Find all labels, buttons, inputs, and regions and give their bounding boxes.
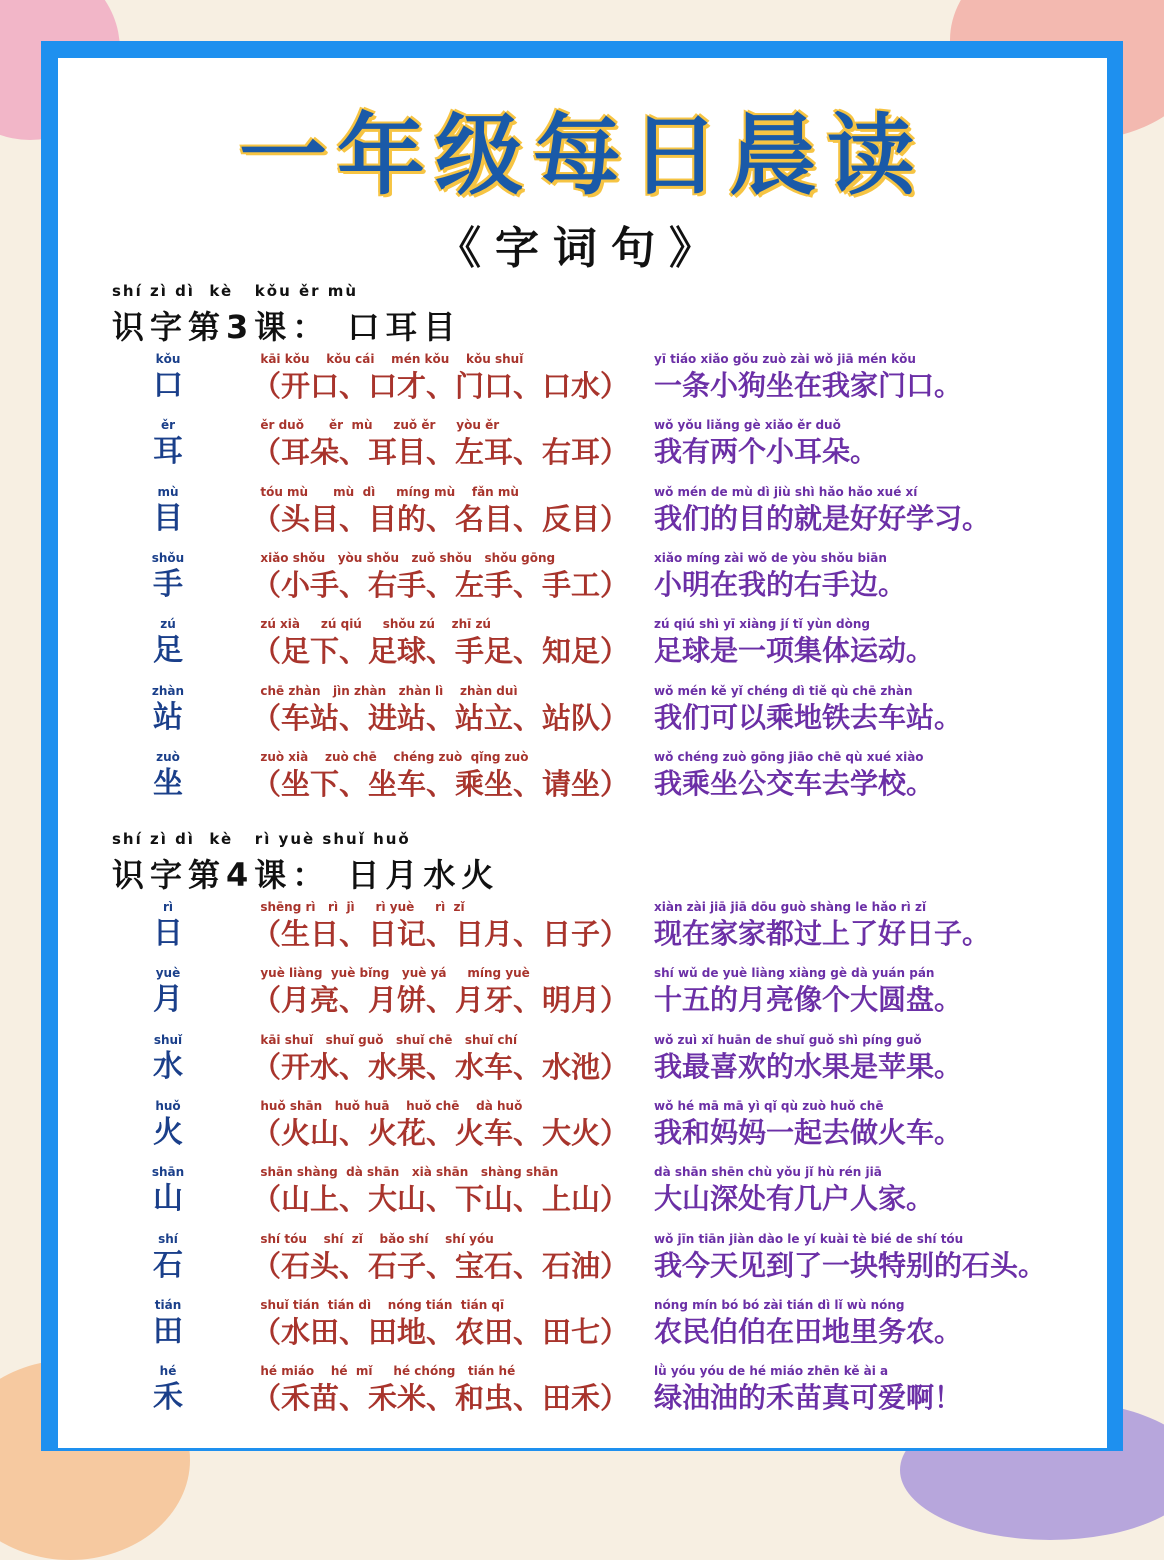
sentence-pinyin: wǒ hé mā mā yì qǐ qù zuò huǒ chē (654, 1098, 884, 1113)
char-cell (140, 352, 196, 404)
char-pinyin: shān (151, 1165, 185, 1180)
char-cell (140, 485, 196, 537)
char-pinyin: shǒu (151, 550, 185, 565)
word-group (252, 551, 629, 603)
char-pinyin: zuò (156, 749, 180, 764)
word-group (252, 1099, 629, 1151)
lesson-heading: 识字第3课： 口耳目 (112, 308, 462, 346)
words-text: （小手、右手、左手、手工） (252, 567, 630, 602)
example-sentence (654, 750, 934, 802)
char-row (0, 352, 1164, 418)
char-row (0, 1298, 1164, 1364)
sentence-text: 大山深处有几户人家。 (654, 1182, 935, 1216)
sentence-text: 绿油油的禾苗真可爱啊！ (654, 1381, 963, 1415)
char-text: 足 (153, 633, 183, 669)
sentence-text: 十五的月亮像个大圆盘。 (654, 983, 963, 1017)
words-text: （头目、目的、名目、反目） (252, 501, 630, 536)
char-row (0, 900, 1164, 966)
word-group (252, 684, 629, 736)
words-text: （月亮、月饼、月牙、明月） (252, 983, 630, 1018)
example-sentence (654, 617, 934, 669)
example-sentence (654, 900, 990, 952)
sentence-pinyin: wǒ jīn tiān jiàn dào le yí kuài tè bié de shí tóu (654, 1231, 964, 1246)
lesson-heading-pinyin: shí zì dì kè kǒu ěr mù (112, 282, 359, 300)
example-sentence (654, 966, 962, 1018)
char-pinyin: zhàn (151, 683, 185, 698)
example-sentence (654, 1099, 962, 1151)
page-subtitle: 《字词句》 (437, 223, 727, 274)
char-text: 口 (153, 368, 183, 403)
words-pinyin: shēng rì rì jì rì yuè rì zǐ (252, 900, 465, 914)
sentence-pinyin: dà shān shēn chù yǒu jǐ hù rén jiā (654, 1165, 882, 1180)
words-pinyin: chē zhàn jìn zhàn zhàn lì zhàn duì (252, 683, 518, 698)
words-pinyin: ěr duǒ ěr mù zuǒ ěr yòu ěr (252, 418, 500, 433)
char-text: 目 (153, 500, 183, 536)
word-group (252, 1232, 629, 1284)
example-sentence (654, 1298, 962, 1350)
char-pinyin: huǒ (155, 1098, 181, 1113)
example-sentence (654, 1364, 962, 1416)
words-pinyin: zú xià zú qiú shǒu zú zhī zú (252, 617, 491, 632)
sentence-text: 一条小狗坐在我家门口。 (654, 369, 963, 402)
char-row (0, 551, 1164, 617)
sentence-text: 农民伯伯在田地里务农。 (654, 1314, 963, 1348)
word-group (252, 1298, 629, 1350)
words-pinyin: shuǐ tián tián dì nóng tián tián qī (252, 1297, 505, 1312)
words-text: （山上、大山、下山、上山） (252, 1182, 630, 1217)
char-cell (140, 750, 196, 802)
words-pinyin: zuò xià zuò chē chéng zuò qǐng zuò (252, 749, 529, 764)
words-text: （坐下、坐车、乘坐、请坐） (252, 766, 630, 801)
sentence-pinyin: wǒ zuì xǐ huān de shuǐ guǒ shì píng guǒ (654, 1032, 922, 1047)
char-row (0, 1099, 1164, 1165)
words-pinyin: hé miáo hé mǐ hé chóng tián hé (252, 1364, 516, 1379)
lesson-heading-block (112, 830, 499, 896)
char-text: 日 (153, 916, 183, 951)
example-sentence (654, 1165, 934, 1217)
sentence-text: 我们的目的就是好好学习。 (654, 501, 991, 535)
char-cell (140, 900, 196, 952)
example-sentence (654, 1232, 1046, 1284)
char-text: 手 (153, 566, 183, 602)
word-group (252, 900, 629, 952)
char-cell (140, 551, 196, 603)
words-text: （生日、日记、日月、日子） (252, 917, 630, 951)
char-text: 水 (153, 1048, 183, 1084)
word-group (252, 1165, 629, 1217)
sentence-pinyin: lǜ yóu yóu de hé miáo zhēn kě ài a (654, 1364, 889, 1379)
char-cell (140, 1033, 196, 1085)
words-text: （足下、足球、手足、知足） (252, 634, 630, 669)
lesson-heading-pinyin: shí zì dì kè rì yuè shuǐ huǒ (112, 830, 411, 848)
example-sentence (654, 1033, 962, 1085)
char-pinyin: zú (160, 617, 176, 632)
sentence-text: 现在家家都过上了好日子。 (654, 917, 991, 950)
char-pinyin: ěr (160, 418, 176, 433)
words-pinyin: tóu mù mù dì míng mù fǎn mù (252, 484, 519, 499)
words-pinyin: huǒ shān huǒ huā huǒ chē dà huǒ (252, 1098, 523, 1113)
words-text: （石头、石子、宝石、石油） (252, 1248, 630, 1283)
char-pinyin: rì (162, 900, 174, 914)
words-text: （水田、田地、农田、田七） (252, 1314, 630, 1349)
char-cell (140, 617, 196, 669)
char-cell (140, 1099, 196, 1151)
char-pinyin: yuè (155, 966, 181, 981)
char-pinyin: shí (158, 1231, 178, 1246)
words-pinyin: kāi kǒu kǒu cái mén kǒu kǒu shuǐ (252, 352, 524, 366)
words-text: （开水、水果、水车、水池） (252, 1049, 630, 1084)
word-group (252, 1364, 629, 1416)
char-cell (140, 1364, 196, 1416)
sentence-pinyin: yī tiáo xiǎo gǒu zuò zài wǒ jiā mén kǒu (654, 352, 916, 366)
word-group (252, 617, 629, 669)
word-group (252, 966, 629, 1018)
sentence-pinyin: zú qiú shì yī xiàng jí tǐ yùn dòng (654, 617, 870, 632)
sentence-pinyin: wǒ mén de mù dì jiù shì hǎo hǎo xué xí (654, 484, 918, 499)
lesson-heading: 识字第4课： 日月水火 (112, 856, 500, 894)
char-text: 田 (153, 1313, 183, 1349)
words-pinyin: yuè liàng yuè bǐng yuè yá míng yuè (252, 966, 530, 981)
sentence-pinyin: wǒ chéng zuò gōng jiāo chē qù xué xiào (654, 749, 924, 764)
example-sentence (654, 485, 990, 537)
char-row (0, 750, 1164, 816)
sentence-text: 小明在我的右手边。 (654, 567, 907, 601)
word-group (252, 750, 629, 802)
sentence-text: 足球是一项集体运动。 (654, 634, 935, 668)
word-group (252, 352, 629, 404)
char-pinyin: hé (159, 1364, 177, 1379)
example-sentence (654, 684, 962, 736)
char-text: 站 (153, 699, 183, 735)
char-cell (140, 1232, 196, 1284)
words-text: （开口、口才、门口、口水） (252, 369, 630, 403)
char-row (0, 418, 1164, 484)
example-sentence (654, 418, 878, 470)
lesson-heading-block (112, 282, 461, 348)
words-pinyin: shān shàng dà shān xià shān shàng shān (252, 1165, 559, 1180)
char-row (0, 1364, 1164, 1430)
example-sentence (654, 352, 962, 404)
char-row (0, 966, 1164, 1032)
char-text: 坐 (153, 765, 183, 801)
char-cell (140, 1165, 196, 1217)
words-text: （禾苗、禾米、和虫、田禾） (252, 1381, 630, 1416)
words-text: （耳朵、耳目、左耳、右耳） (252, 435, 630, 470)
sentence-pinyin: xiàn zài jiā jiā dōu guò shàng le hǎo rì zǐ (654, 900, 927, 914)
sentence-pinyin: nóng mín bó bó zài tián dì lǐ wù nóng (654, 1297, 905, 1312)
word-group (252, 1033, 629, 1085)
char-pinyin: kǒu (155, 352, 181, 366)
char-text: 耳 (153, 434, 183, 470)
sentence-text: 我今天见到了一块特别的石头。 (654, 1248, 1047, 1282)
sentence-pinyin: wǒ mén kě yǐ chéng dì tiě qù chē zhàn (654, 683, 913, 698)
word-group (252, 485, 629, 537)
char-pinyin: tián (154, 1297, 182, 1312)
sentence-pinyin: wǒ yǒu liǎng gè xiǎo ěr duǒ (654, 418, 841, 433)
char-text: 月 (153, 982, 183, 1018)
char-pinyin: mù (157, 484, 179, 499)
char-cell (140, 966, 196, 1018)
char-cell (140, 418, 196, 470)
char-row (0, 1033, 1164, 1099)
char-text: 禾 (153, 1380, 183, 1416)
sentence-text: 我最喜欢的水果是苹果。 (654, 1049, 963, 1083)
char-row (0, 485, 1164, 551)
char-pinyin: shuǐ (153, 1032, 183, 1047)
char-row (0, 1232, 1164, 1298)
char-text: 山 (153, 1181, 183, 1217)
sentence-pinyin: xiǎo míng zài wǒ de yòu shǒu biān (654, 550, 887, 565)
words-pinyin: xiǎo shǒu yòu shǒu zuǒ shǒu shǒu gōng (252, 550, 556, 565)
page-title: 一年级每日晨读 (238, 103, 925, 207)
char-row (0, 617, 1164, 683)
example-sentence (654, 551, 906, 603)
char-row (0, 1165, 1164, 1231)
char-text: 火 (153, 1114, 183, 1150)
char-cell (140, 684, 196, 736)
words-text: （火山、火花、火车、大火） (252, 1115, 630, 1150)
char-cell (140, 1298, 196, 1350)
sentence-text: 我乘坐公交车去学校。 (654, 766, 935, 800)
sentence-pinyin: shí wǔ de yuè liàng xiàng gè dà yuán pán (654, 966, 935, 981)
sentence-text: 我们可以乘地铁去车站。 (654, 700, 963, 734)
char-row (0, 684, 1164, 750)
words-pinyin: shí tóu shí zǐ bǎo shí shí yóu (252, 1231, 494, 1246)
sentence-text: 我有两个小耳朵。 (654, 435, 879, 469)
sentence-text: 我和妈妈一起去做火车。 (654, 1115, 963, 1149)
words-text: （车站、进站、站立、站队） (252, 700, 630, 735)
char-text: 石 (153, 1247, 183, 1283)
words-pinyin: kāi shuǐ shuǐ guǒ shuǐ chē shuǐ chí (252, 1032, 518, 1047)
word-group (252, 418, 629, 470)
